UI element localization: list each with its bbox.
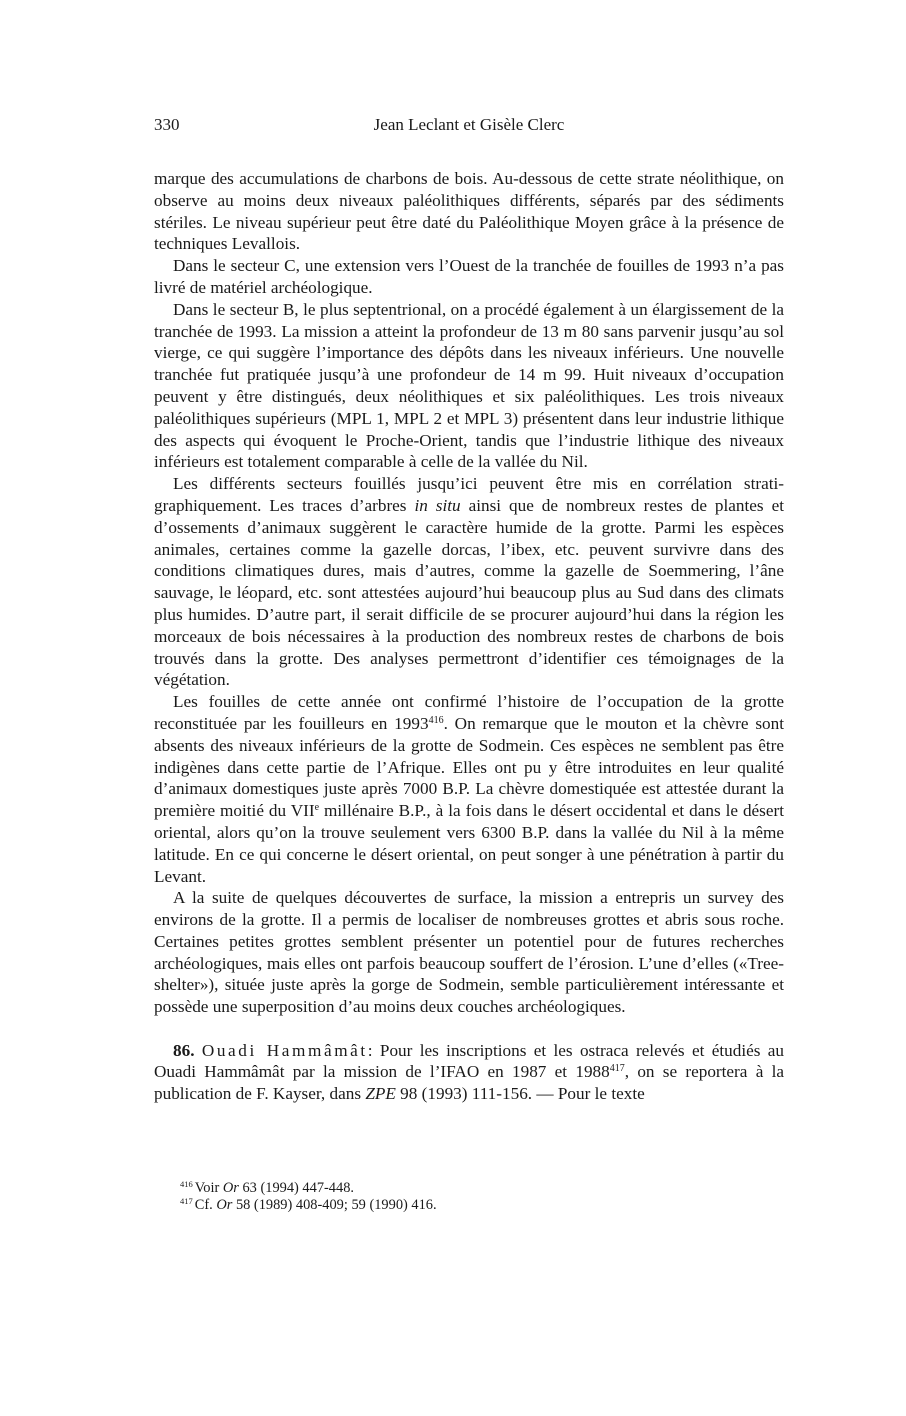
paragraph: Dans le secteur B, le plus septentrional, on a procédé également à un élargissement de la tranchée de 1993. La mission a atteint la profondeur de 13 m 80 sans parvenir jusqu’au sol vierge, ce qui suggère l’importance des dépôts dans les niveaux inférieurs. Une nouvelle tranchée fut pratiquée jusqu’à une profondeur de 14 m 99. Huit niveaux d’occupation peuvent y être distingués, deux néolithiques et six paléolithiques. Les trois niveaux paléolithiques supérieurs (MPL 1, MPL 2 et MPL 3) présentent dans leur industrie lithique des aspects qui évoquent le Proche-Orient, tandis que l’industrie lithique des niveaux inférieurs est totalement comparable à celle de la vallée du Nil.	[154, 299, 784, 472]
paragraph-text: ainsi que de nombreux restes de plantes et d’ossements d’animaux suggèrent le caractère humide de la grotte. Parmi les espèces animales, certaines comme la gazelle dorcas, l’ibex, etc. peuvent survivre dans des conditions climatiques dures, mais d’autres, comme la gazelle de Soemmering, l’âne sauvage, le léopard, etc. sont attestées aujourd’hui beaucoup plus au Sud dans des climats plus humides. D’autre part, il serait difficile de se procurer aujourd’hui dans la région les morceaux de bois nécessaires à la production des nombreux restes de charbons de bois trouvés dans la grotte. Des analyses permettront d’identifier ces témoignages de la végétation.	[154, 495, 784, 690]
footnote	[180, 1180, 784, 1197]
italic-term: Or	[222, 1180, 239, 1196]
superscript: e	[314, 802, 320, 814]
paragraph	[154, 691, 784, 887]
page-number: 330	[154, 115, 180, 134]
footnote-text: 58 (1989) 408-409; 59 (1990) 416.	[232, 1197, 437, 1213]
paragraph	[154, 473, 784, 691]
italic-term: ZPE	[365, 1084, 396, 1104]
section-paragraph	[154, 1040, 784, 1105]
footnote-text: Voir	[194, 1180, 223, 1196]
body-text	[154, 168, 784, 1105]
paragraph-text: . On remarque que le mouton et la chèvre sont absents des niveaux inférieurs de la grotte de Sodmein. Ces espèces ne semblent pas être indigènes dans cette partie de l’Afrique. Elles ont pu y être introduites en leur qualité d’animaux domestiques juste après 7000 B.P. La chèvre domestiquée est attestée durant la première moitié du VII	[154, 713, 784, 821]
italic-term: Or	[216, 1197, 233, 1213]
paragraph-text: 98 (1993) 111-156. — Pour le texte	[395, 1084, 645, 1104]
italic-term: in situ	[414, 495, 461, 515]
paragraph-text: Les fouilles de cette année ont confirmé l’histoire de l’occupation de la grotte reconstituée par les fouilleurs en 1993	[154, 692, 784, 733]
paragraph: Dans le secteur C, une extension vers l’Ouest de la tranchée de fouilles de 1993 n’a pas livré de matériel archéologique.	[154, 256, 784, 297]
paragraph: A la suite de quelques découvertes de surface, la mission a entrepris un survey des environs de la grotte. Il a permis de localiser de nombreuses grottes et abris sous roche. Certaines petites grottes semblent présenter un potentiel pour de futures recherches archéologiques, mais elles ont parfois beaucoup souffert de l’érosion. L’une d’elles («Tree-shelter»), située juste après la gorge de Sodmein, semble particulièrement intéressante et possède une superposition d’au moins deux couches archéologiques.	[154, 888, 784, 1017]
footnote-text: 63 (1994) 447-448.	[238, 1180, 354, 1196]
section-number: 86.	[173, 1040, 195, 1060]
footnote-number: 416	[180, 1179, 193, 1189]
page-header	[154, 115, 784, 141]
paragraph-text: , on se reportera à la publication de F. Kayser, dans	[154, 1062, 784, 1104]
running-head: Jean Leclant et Gisèle Clerc	[373, 115, 565, 134]
footnotes	[180, 1180, 784, 1214]
paragraph: marque des accumulations de charbons de bois. Au-dessous de cette strate néolithique, on observe au moins deux niveaux paléolithiques différents, séparés par des sédiments stériles. Le niveau supérieur peut être daté du Paléolithique Moyen grâce à la présence de techniques Levallois.	[154, 169, 784, 254]
footnote-ref: 416	[428, 714, 444, 726]
paragraph-text: millénaire B.P., à la fois dans le désert occidental et dans le désert oriental, alors qu’on la trouve seulement vers 6300 B.P. dans la vallée du Nil à la même latitude. En ce qui concerne le désert oriental, on peut songer à une pénétration à partir du Levant.	[154, 801, 784, 886]
footnote-text: Cf.	[194, 1197, 217, 1213]
paragraph-text: Les différents secteurs fouillés jusqu’ici peuvent être mis en corrélation stratigraphiquement. Les traces d’arbres	[154, 474, 784, 515]
paragraph-text: : Pour les inscriptions et les ostraca relevés et étudiés au Ouadi Hammâmât par la mission de l’IFAO en 1987 et 1988	[154, 1040, 784, 1082]
section-title: Ouadi Hammâmât	[201, 1040, 368, 1060]
footnote-number: 417	[180, 1196, 193, 1206]
footnote	[180, 1197, 784, 1214]
footnote-ref: 417	[609, 1063, 625, 1075]
